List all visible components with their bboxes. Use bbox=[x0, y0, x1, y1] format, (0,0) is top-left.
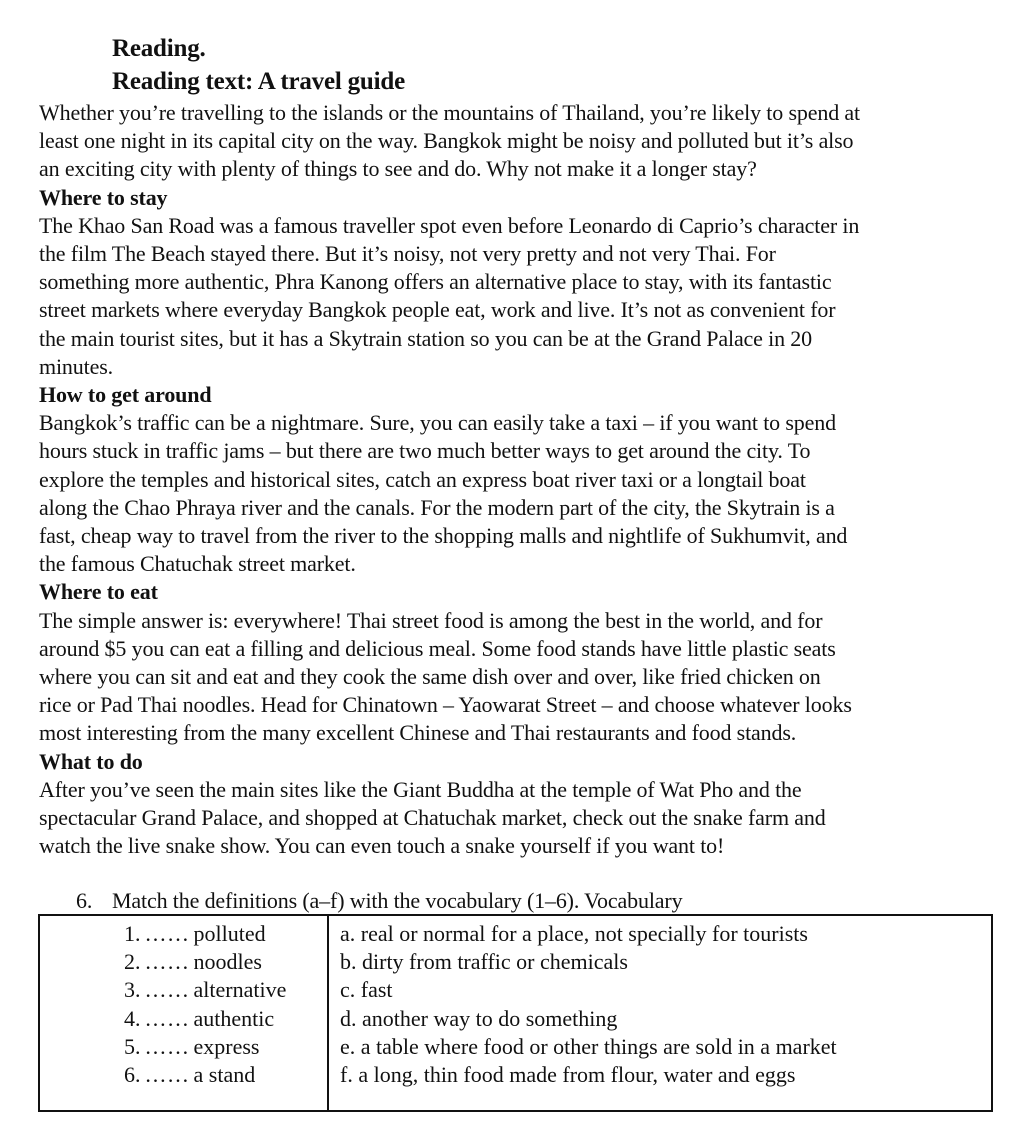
vocabulary-word: polluted bbox=[193, 921, 266, 946]
text-line: minutes. bbox=[39, 353, 113, 379]
text-line: an exciting city with plenty of things to see and do. Why not make it a longer stay? bbox=[39, 156, 757, 182]
vocabulary-word: express bbox=[193, 1033, 260, 1059]
definition-item: a. real or normal for a place, not specially for tourists bbox=[340, 921, 808, 946]
vocabulary-matching-table bbox=[38, 914, 993, 1112]
text-line: least one night in its capital city on the way. Bangkok might be noisy and polluted but it’s also bbox=[39, 128, 854, 154]
text-line: The Khao San Road was a famous traveller spot even before Leonardo di Caprio’s character in bbox=[39, 212, 860, 238]
text-line: rice or Pad Thai noodles. Head for Chinatown – Yaowarat Street – and choose whatever looks bbox=[39, 692, 852, 718]
text-line: explore the temples and historical sites, catch an express boat river taxi or a longtail boat bbox=[39, 466, 806, 492]
text-line: something more authentic, Phra Kanong offers an alternative place to stay, with its fantastic bbox=[39, 269, 832, 295]
vocabulary-item bbox=[124, 976, 286, 1004]
text-line: along the Chao Phraya river and the canals. For the modern part of the city, the Skytrain is a bbox=[39, 494, 835, 520]
text-line: where you can sit and eat and they cook the same dish over and over, like fried chicken on bbox=[39, 664, 821, 690]
text-line: the film The Beach stayed there. But it’s noisy, not very pretty and not very Thai. For bbox=[39, 241, 776, 267]
text-line: hours stuck in traffic jams – but there are two much better ways to get around the city. To bbox=[39, 438, 811, 464]
reading-text bbox=[39, 99, 999, 860]
exercise-instruction-text: Match the definitions (a–f) with the vocabulary (1–6). Vocabulary bbox=[112, 888, 683, 913]
vocabulary-word: alternative bbox=[193, 977, 287, 1003]
section-how-to-get-around bbox=[39, 381, 999, 578]
section-what-to-do bbox=[39, 748, 999, 861]
vocabulary-item bbox=[124, 1061, 286, 1089]
vocabulary-list bbox=[124, 920, 286, 1089]
section-where-to-stay bbox=[39, 184, 999, 381]
vocabulary-item bbox=[124, 920, 286, 948]
item-number: 5. bbox=[124, 1033, 141, 1059]
text-line: spectacular Grand Palace, and shopped at Chatuchak market, check out the snake farm and bbox=[39, 805, 826, 831]
vocabulary-word: noodles bbox=[193, 949, 262, 975]
text-line: The simple answer is: everywhere! Thai street food is among the best in the world, and for bbox=[39, 607, 823, 633]
item-number: 2. bbox=[124, 949, 141, 975]
reading-subtitle: Reading text: A travel guide bbox=[112, 68, 405, 95]
item-number: 6. bbox=[124, 1062, 141, 1088]
text-line: most interesting from the many excellent Chinese and Thai restaurants and food stands. bbox=[39, 720, 797, 746]
vocabulary-word: authentic bbox=[193, 1005, 275, 1031]
intro-paragraph bbox=[39, 99, 999, 184]
text-line: Bangkok’s traffic can be a nightmare. Sure, you can easily take a taxi – if you want to spend bbox=[39, 410, 836, 436]
answer-blank[interactable]: …… bbox=[144, 949, 190, 975]
text-line: fast, cheap way to travel from the river to the shopping malls and nightlife of Sukhumvit, and bbox=[39, 523, 848, 549]
section-heading: What to do bbox=[39, 748, 143, 774]
definition-item: c. fast bbox=[340, 977, 393, 1003]
text-line: watch the live snake show. You can even touch a snake yourself if you want to! bbox=[39, 833, 725, 859]
answer-blank[interactable]: …… bbox=[144, 1033, 190, 1059]
vocabulary-word: a stand bbox=[193, 1062, 256, 1088]
answer-blank[interactable]: …… bbox=[144, 977, 190, 1003]
text-line: street markets where everyday Bangkok people eat, work and live. It’s not as convenient for bbox=[39, 297, 836, 323]
answer-blank[interactable]: …… bbox=[144, 1005, 190, 1031]
page-title: Reading. bbox=[112, 35, 206, 62]
exercise-number: 6. bbox=[76, 888, 93, 913]
section-where-to-eat bbox=[39, 578, 999, 747]
section-heading: Where to stay bbox=[39, 184, 168, 210]
definition-item: b. dirty from traffic or chemicals bbox=[340, 949, 628, 975]
vocabulary-item bbox=[124, 1033, 286, 1061]
text-line: the famous Chatuchak street market. bbox=[39, 551, 356, 577]
text-line: After you’ve seen the main sites like the Giant Buddha at the temple of Wat Pho and the bbox=[39, 776, 802, 802]
text-line: the main tourist sites, but it has a Skytrain station so you can be at the Grand Palace in 20 bbox=[39, 325, 813, 351]
definitions-list bbox=[340, 920, 837, 1089]
answer-blank[interactable]: …… bbox=[144, 1062, 190, 1088]
definition-item: e. a table where food or other things are sold in a market bbox=[340, 1033, 837, 1059]
definition-item: f. a long, thin food made from flour, water and eggs bbox=[340, 1062, 796, 1088]
table-column-divider bbox=[327, 916, 329, 1110]
section-heading: Where to eat bbox=[39, 579, 158, 605]
section-heading: How to get around bbox=[39, 382, 212, 408]
item-number: 1. bbox=[124, 921, 141, 946]
exercise-instruction bbox=[76, 887, 682, 915]
answer-blank[interactable]: …… bbox=[144, 921, 190, 946]
text-line: around $5 you can eat a filling and delicious meal. Some food stands have little plastic seats bbox=[39, 635, 836, 661]
text-line: Whether you’re travelling to the islands or the mountains of Thailand, you’re likely to spend at bbox=[39, 100, 860, 125]
vocabulary-item bbox=[124, 948, 286, 976]
item-number: 3. bbox=[124, 977, 141, 1003]
item-number: 4. bbox=[124, 1005, 141, 1031]
definition-item: d. another way to do something bbox=[340, 1005, 618, 1031]
vocabulary-item bbox=[124, 1005, 286, 1033]
